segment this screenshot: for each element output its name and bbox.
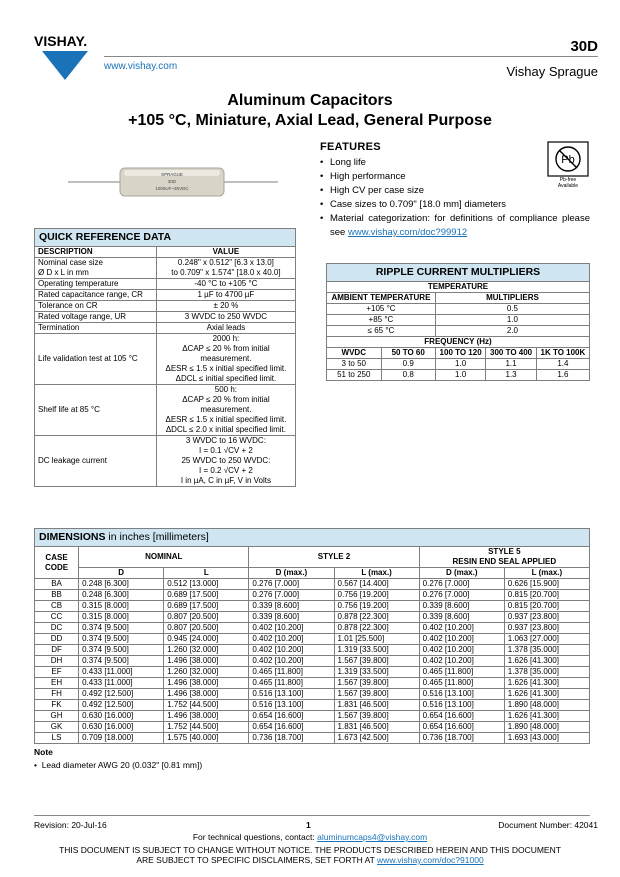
header-url[interactable]: www.vishay.com [104,61,178,72]
dim-case-code: LS [35,733,79,744]
ripple-temp-value: +85 °C [327,315,436,326]
ripple-frequency-header: WVDC [327,348,382,359]
dim-case-code: EH [35,678,79,689]
ripple-temp-row [327,326,590,337]
dim-cell: 1.01 [25.500] [334,634,419,645]
dim-row [35,667,590,678]
dim-cell: 0.689 [17.500] [164,601,249,612]
dim-cell: 0.756 [19.200] [334,590,419,601]
ripple-frequency-cell: 1.6 [536,370,589,381]
dim-cell: 0.374 [9.500] [79,656,164,667]
dim-cell: 0.402 [10.200] [419,623,504,634]
dim-cell: 1.567 [39.800] [334,656,419,667]
ripple-frequency-cell: 1.4 [536,359,589,370]
qr-description: Shelf life at 85 °C [35,385,157,436]
dim-row [35,711,590,722]
qr-description: Termination [35,323,157,334]
footer-contact-email[interactable]: aluminumcaps4@vishay.com [317,832,428,842]
dim-cell: 0.402 [10.200] [249,634,334,645]
dim-cell: 0.807 [20.500] [164,623,249,634]
ripple-ambient-label: AMBIENT TEMPERATURE [327,293,436,304]
dim-row [35,689,590,700]
dim-cell: 0.689 [17.500] [164,590,249,601]
dim-cell: 0.339 [8.600] [249,601,334,612]
dim-cell: 0.339 [8.600] [249,612,334,623]
ripple-temp-multiplier: 0.5 [435,304,589,315]
dim-cell: 1.626 [41.300] [504,656,589,667]
dim-subheader: D (max.) [419,568,504,579]
ripple-multipliers-label: MULTIPLIERS [435,293,589,304]
qr-description: Operating temperature [35,279,157,290]
dimensions-title-bold: DIMENSIONS [39,531,106,543]
ripple-frequency-row [327,359,590,370]
ripple-temp-multiplier: 2.0 [435,326,589,337]
ripple-frequency-cell: 0.9 [381,359,435,370]
qr-value: Axial leads [156,323,295,334]
dim-cell: 0.248 [6.300] [79,590,164,601]
dim-cell: 0.465 [11.800] [419,667,504,678]
dimensions-title [35,529,590,547]
dim-cell: 0.654 [16.600] [249,722,334,733]
dim-cell: 0.433 [11.000] [79,667,164,678]
dim-cell: 0.374 [9.500] [79,623,164,634]
pb-free-symbol: Pb [561,154,575,166]
dim-cell: 1.575 [40.000] [164,733,249,744]
dim-cell: 0.315 [8.000] [79,612,164,623]
dim-cell: 1.378 [35.000] [504,667,589,678]
dim-cell: 0.654 [16.600] [249,711,334,722]
footer-disclaimer-link[interactable]: www.vishay.com/doc?91000 [377,855,484,865]
footer-contact [0,832,620,842]
feature-item-material [320,212,590,240]
capacitor-print-series: 30D [167,179,177,184]
dim-cell: 1.260 [32.000] [164,645,249,656]
qr-value: 0.248" x 0.512" [6.3 x 13.0] to 0.709" x 1.574" [18.0 x 40.0] [156,258,295,279]
dim-header-style2: STYLE 2 [249,547,419,568]
dim-cell: 1.496 [38.000] [164,711,249,722]
dim-cell: 0.756 [19.200] [334,601,419,612]
qr-value: 500 h: ΔCAP ≤ 20 % from initial measurement. ΔESR ≤ 1.5 x initial specified limit. ΔDCL ≤ 2.0 x initial specified limit. [156,385,295,436]
page-title-line2: +105 °C, Miniature, Axial Lead, General Purpose [128,112,492,129]
dim-subheader: L (max.) [334,568,419,579]
dim-cell: 0.465 [11.800] [419,678,504,689]
ripple-temp-multiplier: 1.0 [435,315,589,326]
note-heading: Note [34,747,53,757]
dim-cell: 1.496 [38.000] [164,689,249,700]
quick-reference-title: QUICK REFERENCE DATA [35,229,296,247]
dim-cell: 0.374 [9.500] [79,634,164,645]
dim-case-code: DF [35,645,79,656]
dimensions-table [34,528,590,744]
dim-cell: 0.402 [10.200] [419,634,504,645]
footer-page-number: 1 [306,820,311,830]
dim-row [35,733,590,744]
qr-description: Nominal case size Ø D x L in mm [35,258,157,279]
dim-cell: 0.516 [13.100] [249,700,334,711]
note-text: • Lead diameter AWG 20 (0.032" [0.81 mm]) [34,760,203,770]
dim-cell: 0.937 [23.800] [504,623,589,634]
footer-document-number: Document Number: 42041 [498,820,598,830]
ripple-frequency-cell: 0.8 [381,370,435,381]
feature-item: • High performance [320,170,590,184]
ripple-frequency-header: 100 TO 120 [435,348,485,359]
ripple-frequency-cell: 1.1 [486,359,536,370]
qr-value: 3 WVDC to 16 WVDC: I = 0.1 √CV + 2 25 WVDC to 250 WVDC: I = 0.2 √CV + 2 I in µA, C in µF, V in Volts [156,436,295,487]
dim-row [35,634,590,645]
dim-cell: 0.465 [11.800] [249,667,334,678]
dim-case-code: GH [35,711,79,722]
footer-contact-text: For technical questions, contact: [192,832,318,842]
ripple-temp-row [327,304,590,315]
dim-row [35,579,590,590]
qr-row [35,258,296,279]
dim-cell: 0.465 [11.800] [249,678,334,689]
dim-cell: 1.378 [35.000] [504,645,589,656]
dim-row [35,612,590,623]
dim-cell: 0.276 [7.000] [419,579,504,590]
dim-header-style5: STYLE 5 RESIN END SEAL APPLIED [419,547,589,568]
dim-cell: 1.567 [39.800] [334,711,419,722]
dim-case-code: EF [35,667,79,678]
dim-cell: 1.693 [43.000] [504,733,589,744]
capacitor-image [68,162,278,202]
dim-cell: 1.890 [48.000] [504,722,589,733]
qr-value: -40 °C to +105 °C [156,279,295,290]
dim-cell: 0.492 [12.500] [79,700,164,711]
quick-reference-table [34,228,296,487]
feature-item: • Case sizes to 0.709" [18.0 mm] diameters [320,198,590,212]
dim-cell: 1.626 [41.300] [504,689,589,700]
ripple-frequency-cell: 51 to 250 [327,370,382,381]
qr-description: Rated voltage range, UR [35,312,157,323]
dim-case-code: DH [35,656,79,667]
dim-cell: 0.402 [10.200] [419,645,504,656]
ripple-temp-value: ≤ 65 °C [327,326,436,337]
dim-cell: 0.654 [16.600] [419,722,504,733]
dim-cell: 1.319 [33.500] [334,645,419,656]
dim-cell: 0.878 [22.300] [334,623,419,634]
dim-cell: 0.433 [11.000] [79,678,164,689]
dim-case-code: BA [35,579,79,590]
dim-cell: 0.339 [8.600] [419,612,504,623]
dim-cell: 0.374 [9.500] [79,645,164,656]
qr-row [35,290,296,301]
dim-row [35,645,590,656]
dim-cell: 1.890 [48.000] [504,700,589,711]
qr-description: Life validation test at 105 °C [35,334,157,385]
dim-cell: 0.736 [18.700] [249,733,334,744]
dim-cell: 1.496 [38.000] [164,656,249,667]
qr-value: 3 WVDC to 250 WVDC [156,312,295,323]
dim-cell: 1.626 [41.300] [504,711,589,722]
dim-cell: 0.709 [18.000] [79,733,164,744]
material-text: Material categorization: for definitions of compliance please see [330,213,590,238]
dim-cell: 0.402 [10.200] [249,656,334,667]
dim-case-code: DC [35,623,79,634]
dim-row [35,656,590,667]
vishay-logo [34,32,96,82]
features-heading: FEATURES [320,141,381,153]
dim-cell: 1.752 [44.500] [164,722,249,733]
footer-disclaimer [0,845,620,865]
dim-cell: 0.339 [8.600] [419,601,504,612]
dim-row [35,722,590,733]
dim-cell: 0.815 [20.700] [504,590,589,601]
dim-cell: 1.831 [46.500] [334,700,419,711]
dim-subheader: D [79,568,164,579]
dimensions-title-units: in inches [millimeters] [105,531,209,543]
dim-case-code: CC [35,612,79,623]
qr-row [35,385,296,436]
footer-rule [34,815,590,816]
dim-cell: 1.063 [27.000] [504,634,589,645]
header-rule [104,56,598,57]
capacitor-print-rating: 1000UF~35VDC [155,186,189,191]
qr-value: 1 µF to 4700 µF [156,290,295,301]
qr-header-value: VALUE [156,247,295,258]
ripple-temp-value: +105 °C [327,304,436,315]
dim-cell: 0.402 [10.200] [249,623,334,634]
pb-free-icon [546,140,590,188]
dim-cell: 0.315 [8.000] [79,601,164,612]
footer-disclaimer-line1: THIS DOCUMENT IS SUBJECT TO CHANGE WITHOUT NOTICE. THE PRODUCTS DESCRIBED HEREIN AND THIS DOCUMENT [59,845,561,855]
dim-cell: 0.654 [16.600] [419,711,504,722]
qr-row [35,312,296,323]
dim-cell: 0.492 [12.500] [79,689,164,700]
dim-cell: 0.248 [6.300] [79,579,164,590]
ripple-temp-row [327,315,590,326]
dim-subheader: L [164,568,249,579]
capacitor-print-brand: SPRAGUE [160,172,184,177]
qr-value: 2000 h: ΔCAP ≤ 20 % from initial measurement. ΔESR ≤ 1.5 x initial specified limit. ΔDCL ≤ initial specified limit. [156,334,295,385]
page-title-line1: Aluminum Capacitors [227,92,393,109]
dim-cell: 0.937 [23.800] [504,612,589,623]
dim-cell: 0.276 [7.000] [249,579,334,590]
dim-cell: 0.402 [10.200] [419,656,504,667]
dim-cell: 0.878 [22.300] [334,612,419,623]
dim-case-code: GK [35,722,79,733]
dim-cell: 0.567 [14.400] [334,579,419,590]
dim-row [35,678,590,689]
ripple-frequency-row [327,370,590,381]
logo-text: VISHAY. [34,33,88,49]
qr-row [35,334,296,385]
qr-row [35,279,296,290]
dim-cell: 0.402 [10.200] [249,645,334,656]
ripple-frequency-label: FREQUENCY (Hz) [327,337,590,348]
dim-cell: 0.276 [7.000] [249,590,334,601]
pb-free-available: Available [557,183,579,188]
material-link[interactable]: www.vishay.com/doc?99912 [347,227,468,238]
dim-cell: 0.736 [18.700] [419,733,504,744]
qr-row [35,323,296,334]
dim-cell: 1.673 [42.500] [334,733,419,744]
qr-description: Tolerance on CR [35,301,157,312]
dim-header-nominal: NOMINAL [79,547,249,568]
feature-item: • High CV per case size [320,184,590,198]
part-number: 30D [570,38,598,55]
dim-case-code: CB [35,601,79,612]
dim-row [35,700,590,711]
dim-cell: 0.630 [16.000] [79,722,164,733]
ripple-frequency-header: 300 TO 400 [486,348,536,359]
dim-cell: 0.807 [20.500] [164,612,249,623]
ripple-frequency-cell: 3 to 50 [327,359,382,370]
ripple-frequency-header: 50 TO 60 [381,348,435,359]
qr-row [35,436,296,487]
dim-cell: 1.567 [39.800] [334,689,419,700]
dim-subheader: D (max.) [249,568,334,579]
qr-description: Rated capacitance range, CR [35,290,157,301]
dim-case-code: BB [35,590,79,601]
dim-row [35,623,590,634]
ripple-frequency-cell: 1.0 [435,359,485,370]
ripple-frequency-cell: 1.0 [435,370,485,381]
qr-value: ± 20 % [156,301,295,312]
dim-cell: 0.276 [7.000] [419,590,504,601]
ripple-frequency-cell: 1.3 [486,370,536,381]
dim-cell: 1.831 [46.500] [334,722,419,733]
dim-cell: 0.626 [15.900] [504,579,589,590]
dim-cell: 1.626 [41.300] [504,678,589,689]
dim-header-case: CASE CODE [35,547,79,579]
note-body: Lead diameter AWG 20 (0.032" [0.81 mm]) [41,760,203,770]
footer-disclaimer-line2: ARE SUBJECT TO SPECIFIC DISCLAIMERS, SET FORTH AT [136,855,378,865]
dim-cell: 1.496 [38.000] [164,678,249,689]
footer-revision: Revision: 20-Jul-16 [34,820,107,830]
pb-free-label: Pb-free [559,177,577,183]
brand-name: Vishay Sprague [506,64,598,79]
dim-row [35,601,590,612]
qr-row [35,301,296,312]
dim-cell: 0.512 [13.000] [164,579,249,590]
dim-cell: 1.260 [32.000] [164,667,249,678]
dim-cell: 0.815 [20.700] [504,601,589,612]
dim-cell: 0.516 [13.100] [419,700,504,711]
ripple-frequency-header: 1K TO 100K [536,348,589,359]
dim-cell: 1.319 [33.500] [334,667,419,678]
dim-case-code: FH [35,689,79,700]
dim-case-code: DD [35,634,79,645]
dim-cell: 0.516 [13.100] [419,689,504,700]
dim-cell: 0.945 [24.000] [164,634,249,645]
ripple-title: RIPPLE CURRENT MULTIPLIERS [327,264,590,282]
dim-cell: 1.567 [39.800] [334,678,419,689]
qr-description: DC leakage current [35,436,157,487]
dim-case-code: FK [35,700,79,711]
dim-row [35,590,590,601]
ripple-temperature-label: TEMPERATURE [327,282,590,293]
dim-subheader: L (max.) [504,568,589,579]
dim-cell: 1.752 [44.500] [164,700,249,711]
dim-cell: 0.516 [13.100] [249,689,334,700]
qr-header-description: DESCRIPTION [35,247,157,258]
dim-cell: 0.630 [16.000] [79,711,164,722]
ripple-multipliers-table [326,263,590,381]
feature-item: • Long life [320,156,590,170]
